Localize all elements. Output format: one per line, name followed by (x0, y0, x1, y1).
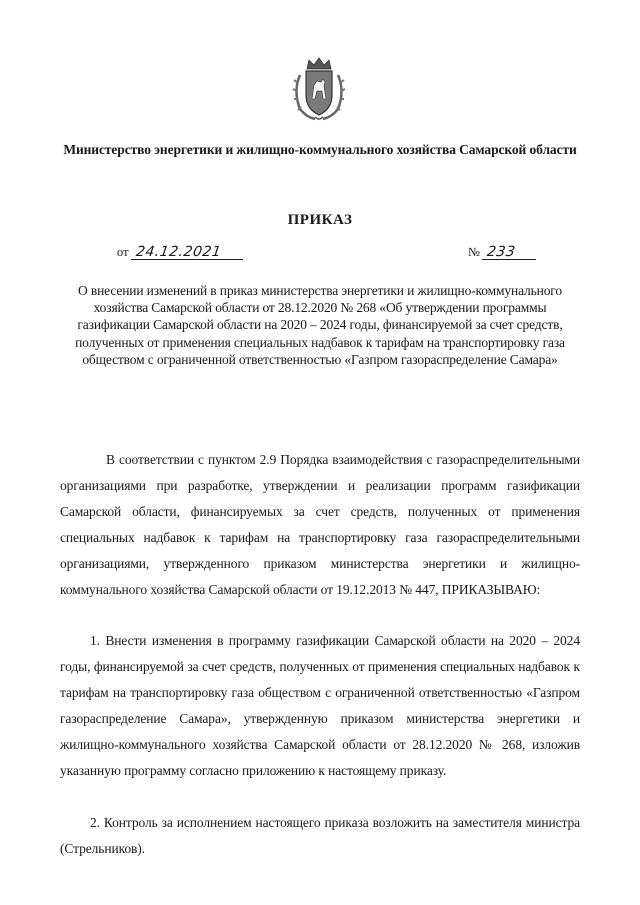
document-subject: О внесении изменений в приказ министерства энергетики и жилищно-коммунального хозяйства Самарской области от 28.12.2020 № 268 «Об утверждении программы газификации Самарской области на 2020 – 2024 годы, финансируемой за счет средств, полученных от применения специальных надбавок к тарифам на транспортировку газа обществом с ограниченной ответственностью «Газпром газораспределение Самара» (75, 283, 565, 367)
handwritten-date: 24.12.2021 (131, 245, 245, 260)
document-date-field (117, 245, 244, 260)
document-number-field (468, 245, 537, 260)
document-title: ПРИКАЗ (287, 212, 353, 228)
handwritten-number: 233 (482, 245, 538, 260)
coat-of-arms-icon (290, 55, 348, 123)
preamble-paragraph: В соответствии с пунктом 2.9 Порядка взаимодействия с газораспределительными организациями при разработке, утверждении и реализации программ газификации Самарской области, финансируемых за счет средств, полученных от применения специальных надбавок к тарифам на транспортировку газа газораспределительными организациями, утвержденного приказом министерства энергетики и жилищно-коммунального хозяйства Самарской области от 19.12.2013 № 447, ПРИКАЗЫВАЮ: (60, 452, 580, 597)
order-item-1: 1. Внести изменения в программу газификации Самарской области на 2020 – 2024 годы, финансируемой за счет средств, полученных от применения специальных надбавок к тарифам на транспортировку газа обществом с ограниченной ответственностью «Газпром газораспределение Самара», утвержденную приказом министерства энергетики и жилищно-коммунального хозяйства Самарской области от 28.12.2020 № 268, изложив указанную программу согласно приложению к настоящему приказу. (60, 633, 580, 778)
ministry-name: Министерство энергетики и жилищно-коммунального хозяйства Самарской области (63, 142, 577, 157)
date-prefix: от (117, 245, 129, 259)
order-item-2: 2. Контроль за исполнением настоящего приказа возложить на заместителя министра (Стрельников). (60, 815, 580, 856)
number-prefix: № (468, 245, 480, 259)
